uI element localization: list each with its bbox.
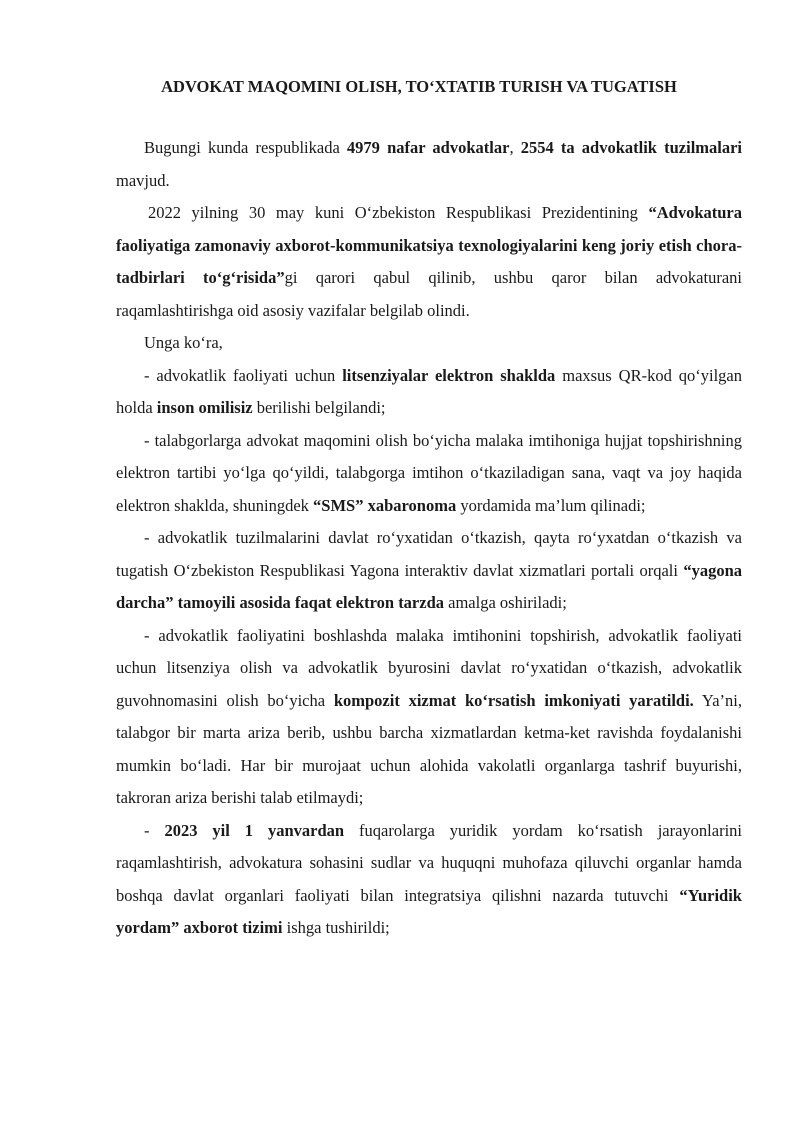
text-run: yordamida ma’lum qilinadi; [456, 495, 646, 515]
bold-advocates-count: 4979 nafar advokatlar [346, 138, 510, 157]
bold-structures-count: 2554 ta advokatlik tuzilmalari [520, 138, 743, 157]
text-run: mavjud. [116, 170, 170, 190]
text-run: - advokatlik faoliyati uchun [144, 365, 343, 385]
text-run: - talabgorlarga advokat maqomini olish bo‘yicha malaka imtihoniga hujjat topshirishning elektron tartibi yo‘lga qo‘yildi, talabgorga imtihon o‘tkaziladigan sana, vaqt va joy haqida elektron shaklda, shuningdek [116, 430, 742, 515]
text-run: Ya’ni, talabgor bir marta ariza berib, ushbu barcha xizmatlardan ketma-ket ravishda foydalanishi mumkin bo‘ladi. Har bir murojaat uchun alohida vakolatli organlarga tashrif buyurishi, takroran ariza berishi talab etilmaydi; [116, 690, 742, 807]
bold-no-human-factor: inson omilisiz [156, 398, 253, 417]
bold-resolution-title: “Advokatura faoliyatiga zamonaviy axborot-kommunikatsiya texnologiyalarini keng joriy etish chora-tadbirlari to‘g‘risida” [116, 203, 742, 287]
bold-system-name: “Yuridik yordam” axborot tizimi [116, 885, 742, 937]
text-run: - [144, 820, 165, 840]
list-item-registration [116, 522, 742, 620]
text-run: 2022 yilning 30 may kuni O‘zbekiston Respublikasi Prezidentining [148, 203, 649, 222]
list-item-legal-aid-system [116, 815, 742, 945]
bold-electronic-licenses: litsenziyalar elektron shaklda [342, 365, 556, 385]
bold-date: 2023 yil 1 yanvardan [164, 820, 345, 840]
text-run: - advokatlik faoliyatini boshlashda malaka imtihonini topshirish, advokatlik faoliyati uchun litsenziya olish va advokatlik byurosini davlat ro‘yxatidan o‘tkazish, advokatlik guvohnomasini olish bo‘yicha [116, 625, 742, 710]
text-run: - advokatlik tuzilmalarini davlat ro‘yxatidan o‘tkazish, qayta ro‘yxatdan o‘tkazish va tugatish O‘zbekiston Respublikasi Yagona interaktiv davlat xizmatlari portali orqali [116, 528, 742, 580]
text-run: ishga tushirildi; [282, 918, 390, 937]
text-run: amalga oshiriladi; [444, 593, 567, 612]
text-run: fuqarolarga yuridik yordam ko‘rsatish jarayonlarini raqamlashtirish, advokatura sohasini sudlar va huquqni muhofaza qiluvchi organlar hamda boshqa davlat organlari faoliyati bilan integratsiya qilishni nazarda tutuvchi [116, 820, 742, 905]
paragraph-resolution [116, 197, 742, 327]
text-run: gi qarori qabul qilinib, ushbu qaror bilan advokaturani raqamlashtirishga oid asosiy vazifalar belgilab olindi. [116, 268, 742, 320]
text-run: , [509, 138, 521, 157]
text-run: Unga ko‘ra, [144, 333, 223, 352]
list-item-exam [116, 425, 742, 523]
bold-composite-service: kompozit xizmat ko‘rsatish imkoniyati yaratildi. [333, 690, 694, 710]
bold-single-window: “yagona darcha” tamoyili asosida faqat elektron tarzda [116, 560, 742, 612]
list-item-licenses [116, 360, 742, 425]
bold-sms-notification: “SMS” xabaronoma [313, 495, 457, 515]
list-item-composite-service [116, 620, 742, 815]
text-run: berilishi belgilandi; [252, 398, 386, 417]
paragraph-intro [116, 327, 742, 360]
document-title: ADVOKAT MAQOMINI OLISH, TO‘XTATIB TURISH VA TUGATISH [161, 77, 677, 96]
paragraph-statistics [116, 132, 742, 197]
text-run: maxsus QR-kod qo‘yilgan holda [116, 365, 742, 417]
text-run: Bugungi kunda respublikada [144, 138, 347, 157]
